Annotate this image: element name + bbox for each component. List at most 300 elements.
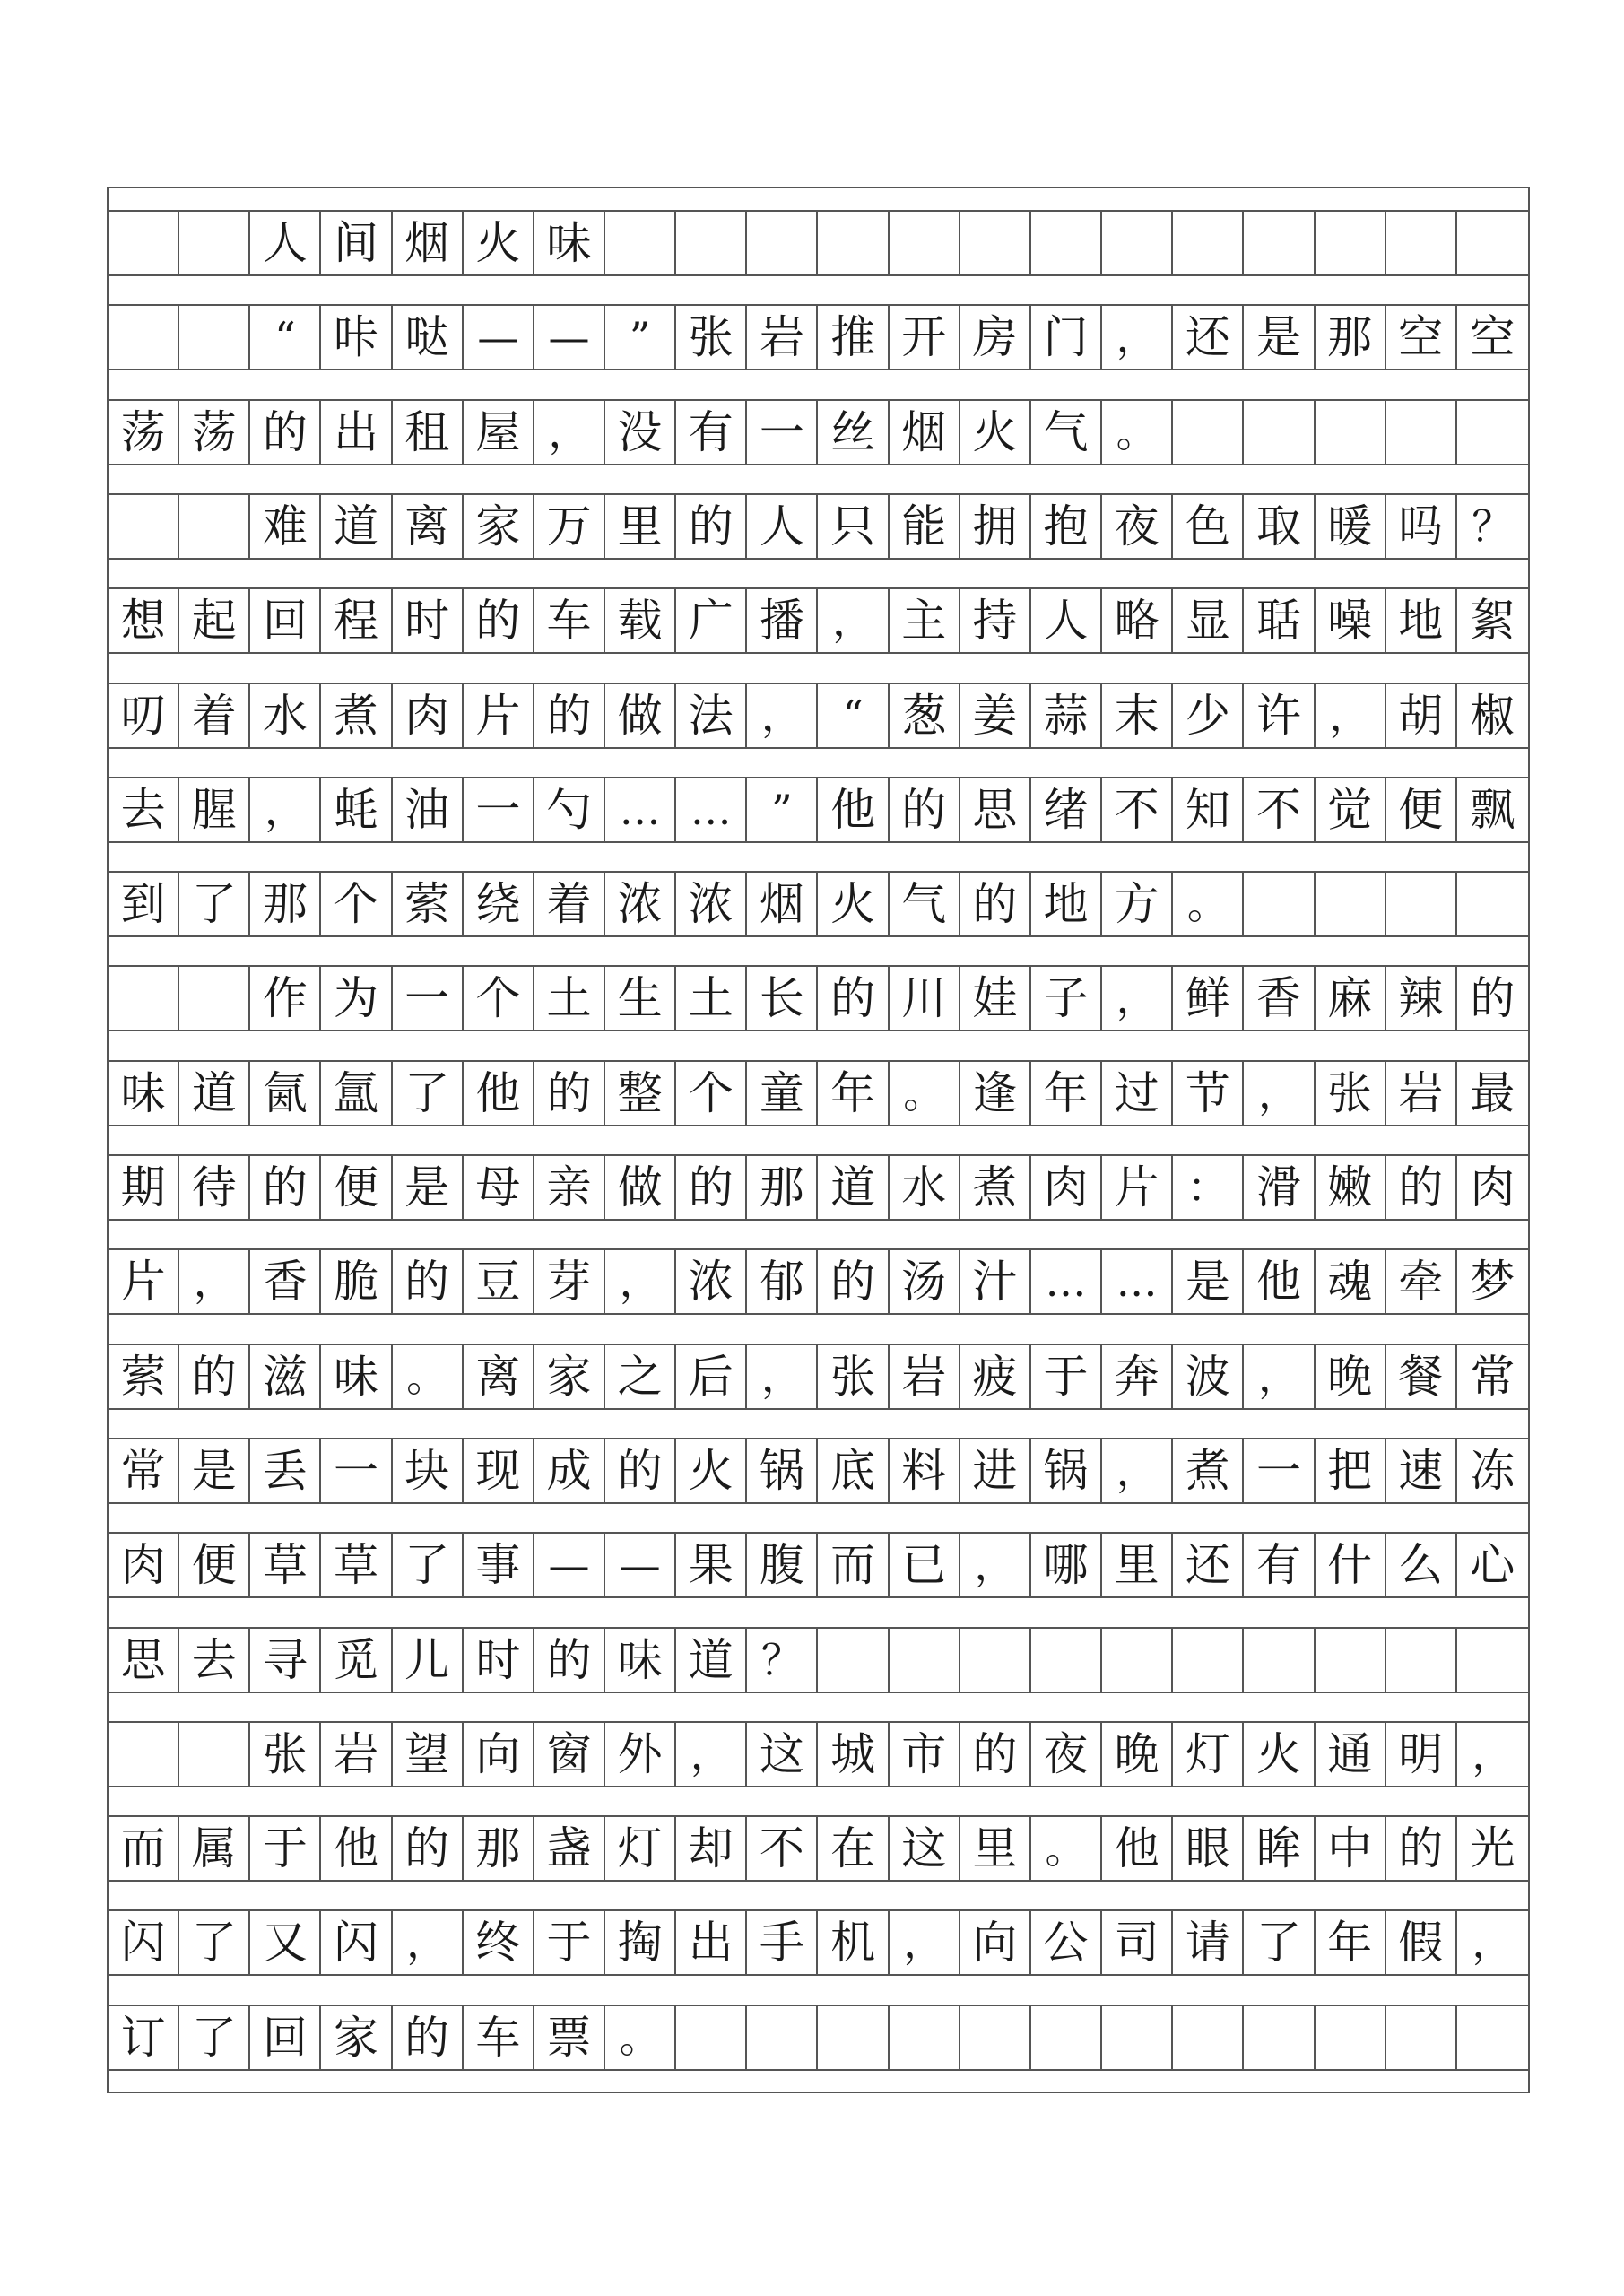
grid-cell: ，	[179, 1250, 250, 1313]
grid-cell: 葱	[890, 684, 960, 747]
grid-cell: 少	[1173, 684, 1244, 747]
grid-cell: 进	[960, 1439, 1031, 1502]
grid-cell: 哒	[393, 306, 464, 369]
grid-cell: 腥	[179, 778, 250, 841]
grid-row	[109, 1627, 1528, 1693]
grid-cell: 童	[747, 1062, 818, 1125]
grid-cell: 人	[250, 212, 321, 274]
grid-cell: 一	[393, 967, 464, 1030]
grid-cell: ，	[819, 589, 890, 652]
grid-row	[109, 683, 1528, 749]
grid-cell	[819, 1629, 890, 1692]
grid-cell: 土	[676, 967, 747, 1030]
grid-cell: 了	[179, 1911, 250, 1974]
grid-cell: 闪	[321, 1911, 392, 1974]
grid-cell: 市	[890, 1723, 960, 1786]
grid-cell: 难	[250, 495, 321, 558]
grid-cell: 儿	[393, 1629, 464, 1692]
grid-cell: ，	[890, 1911, 960, 1974]
grid-cell: 什	[1316, 1534, 1386, 1596]
grid-cell	[179, 1723, 250, 1786]
grid-cell	[1244, 212, 1315, 274]
grid-cell: 。	[605, 2006, 676, 2069]
grid-cell	[1173, 1629, 1244, 1692]
grid-cell: ，	[1102, 306, 1173, 369]
grid-cell: 通	[1316, 1723, 1386, 1786]
grid-cell: 萦	[393, 873, 464, 935]
grid-cell: 冻	[1470, 1444, 1515, 1497]
grid-cell: 家	[534, 1345, 605, 1408]
grid-cell: 现	[464, 1439, 534, 1502]
grid-cell: 开	[890, 306, 960, 369]
grid-cell: 咔	[321, 306, 392, 369]
grid-cell: 他	[321, 1817, 392, 1880]
grid-cell: 是	[1173, 1250, 1244, 1313]
grid-cell: 手	[747, 1911, 818, 1974]
grid-cell: …	[676, 778, 747, 841]
grid-cell: 吗	[1386, 495, 1457, 558]
grid-cell: 的	[1386, 1156, 1457, 1219]
grid-cell: 道	[321, 495, 392, 558]
grid-cell: 了	[179, 2006, 250, 2069]
grid-cell: 能	[890, 495, 960, 558]
grid-cell: 个	[321, 873, 392, 935]
grid-cell: 播	[747, 589, 818, 652]
grid-cell: 的	[1386, 1817, 1457, 1880]
grid-cell: ，	[747, 1345, 818, 1408]
grid-cell: —	[464, 306, 534, 369]
grid-cell: 娃	[960, 967, 1031, 1030]
grid-cell: 嫩	[1316, 1156, 1386, 1219]
grid-cell	[1173, 212, 1244, 274]
grid-row	[109, 1815, 1528, 1882]
grid-cell: 锅	[747, 1439, 818, 1502]
grid-cell: 的	[819, 967, 890, 1030]
grid-cell: ，	[747, 684, 818, 747]
grid-cell: ，	[676, 1723, 747, 1786]
grid-cell: 。	[393, 1345, 464, 1408]
grid-cell: 料	[890, 1439, 960, 1502]
grid-cell: 夜	[1031, 1723, 1102, 1786]
grid-cell: …	[1031, 1250, 1102, 1313]
grid-cell: 那	[250, 873, 321, 935]
grid-cell: 掏	[605, 1911, 676, 1974]
grid-cell: 着	[179, 684, 250, 747]
grid-cell: 萦	[109, 1345, 179, 1408]
grid-cell: 司	[1102, 1911, 1173, 1974]
grid-cell	[960, 212, 1031, 274]
grid-cell: 火	[960, 401, 1031, 464]
grid-cell: 麻	[1316, 967, 1386, 1030]
grid-cell: 寻	[250, 1629, 321, 1692]
grid-cell: 只	[819, 495, 890, 558]
grid-cell	[1244, 873, 1315, 935]
grid-cell: 滑	[1244, 1156, 1315, 1219]
grid-cell: 的	[393, 1817, 464, 1880]
grid-cell: 略	[1102, 589, 1173, 652]
grid-cell: 草	[250, 1534, 321, 1596]
grid-row	[109, 965, 1528, 1031]
grid-cell: 出	[676, 1911, 747, 1974]
grid-cell: 出	[321, 401, 392, 464]
grid-cell: 间	[321, 212, 392, 274]
grid-cell	[1244, 2006, 1315, 2069]
grid-cell: 于	[250, 1817, 321, 1880]
grid-cell: 絮	[1470, 595, 1515, 648]
grid-cell: 火	[676, 1439, 747, 1502]
grid-cell: 去	[179, 1629, 250, 1692]
grid-cell: 期	[109, 1156, 179, 1219]
grid-cell: 那	[464, 1817, 534, 1880]
grid-cell: 于	[534, 1911, 605, 1974]
grid-cell: 他	[819, 778, 890, 841]
grid-cell	[179, 967, 250, 1030]
grid-cell	[1386, 401, 1457, 464]
grid-cell: 岩	[1386, 1062, 1457, 1125]
grid-cell: 那	[1316, 306, 1386, 369]
grid-cell: 丝	[819, 401, 890, 464]
grid-cell: 租	[393, 401, 464, 464]
grid-cell: 还	[1173, 1534, 1244, 1596]
grid-cell: 的	[1470, 972, 1515, 1025]
grid-row	[109, 1532, 1528, 1598]
grid-cell: 有	[676, 401, 747, 464]
grid-cell: 道	[179, 1062, 250, 1125]
grid-row	[109, 1154, 1528, 1221]
grid-row	[109, 587, 1528, 654]
grid-cell: ”	[747, 778, 818, 841]
grid-cell: 果	[676, 1534, 747, 1596]
grid-cell: 于	[1031, 1345, 1102, 1408]
grid-cell: 思	[109, 1629, 179, 1692]
grid-cell: 的	[534, 1062, 605, 1125]
grid-cell: 这	[747, 1723, 818, 1786]
grid-cell: 里	[605, 495, 676, 558]
grid-cell: 的	[393, 1250, 464, 1313]
grid-cell: 事	[464, 1534, 534, 1596]
grid-cell	[109, 967, 179, 1030]
grid-cell: 草	[321, 1534, 392, 1596]
grid-cell: 望	[393, 1723, 464, 1786]
grid-cell: 一	[1244, 1439, 1315, 1502]
grid-cell: 屋	[464, 401, 534, 464]
grid-cell: 灯	[1173, 1723, 1244, 1786]
grid-cell: 的	[464, 589, 534, 652]
grid-cell: ，	[1472, 1918, 1514, 1968]
grid-cell: 张	[250, 1723, 321, 1786]
grid-cell: 蒜	[1031, 684, 1102, 747]
grid-cell: 离	[464, 1345, 534, 1408]
grid-cell: ，	[1102, 1439, 1173, 1502]
grid-cell: 的	[250, 1156, 321, 1219]
grid-cell: —	[605, 1534, 676, 1596]
grid-cell: 取	[1244, 495, 1315, 558]
grid-cell: 。	[1102, 401, 1173, 464]
grid-cell: 哪	[1031, 1534, 1102, 1596]
grid-cell: 片	[109, 1250, 179, 1313]
grid-cell: 又	[250, 1911, 321, 1974]
grid-cell: ：	[1173, 1156, 1244, 1219]
grid-cell: 车	[464, 2006, 534, 2069]
grid-cell: 底	[819, 1439, 890, 1502]
grid-cell	[960, 1629, 1031, 1692]
grid-cell: 噪	[1316, 589, 1386, 652]
grid-cell: 把	[1316, 1439, 1386, 1502]
grid-cell: 鲜	[1173, 967, 1244, 1030]
grid-cell	[1316, 1629, 1386, 1692]
grid-cell	[819, 2006, 890, 2069]
grid-cell: 岩	[890, 1345, 960, 1408]
grid-cell	[1386, 2006, 1457, 2069]
grid-cell: 年	[1316, 1911, 1386, 1974]
grid-cell: 烟	[393, 212, 464, 274]
grid-cell: 心	[1470, 1539, 1515, 1592]
grid-cell: 想	[109, 589, 179, 652]
grid-cell: 勺	[534, 778, 605, 841]
grid-cell: 时	[393, 589, 464, 652]
grid-cell: 票	[534, 2006, 605, 2069]
grid-cell	[1102, 2006, 1173, 2069]
grid-cell: 的	[393, 2006, 464, 2069]
grid-cell	[605, 212, 676, 274]
grid-cell: 盏	[534, 1817, 605, 1880]
grid-cell: 味	[109, 1062, 179, 1125]
grid-cell: 火	[464, 212, 534, 274]
grid-cell: 人	[1031, 589, 1102, 652]
grid-cell: ，	[1316, 684, 1386, 747]
grid-cell: 显	[1173, 589, 1244, 652]
grid-cell: 过	[1102, 1062, 1173, 1125]
grid-cell: “	[819, 684, 890, 747]
grid-cell: 汤	[890, 1250, 960, 1313]
grid-cell	[1386, 873, 1457, 935]
grid-cell: 肉	[393, 684, 464, 747]
grid-cell: 他	[1244, 1250, 1315, 1313]
grid-row	[109, 777, 1528, 843]
grid-cell: 辣	[1386, 967, 1457, 1030]
grid-cell	[109, 212, 179, 274]
grid-cell: 做	[605, 684, 676, 747]
grid-cell: 餐	[1386, 1345, 1457, 1408]
grid-cell: 川	[890, 967, 960, 1030]
grid-row	[109, 493, 1528, 560]
grid-cell: 的	[960, 1723, 1031, 1786]
grid-cell: 了	[179, 873, 250, 935]
grid-cell: 油	[393, 778, 464, 841]
grid-cell: 便	[1386, 778, 1457, 841]
grid-cell: 眼	[1173, 1817, 1244, 1880]
grid-cell: 闪	[109, 1911, 179, 1974]
grid-cell: 晚	[1102, 1723, 1173, 1786]
grid-cell: 主	[890, 589, 960, 652]
grid-cell: 的	[605, 1439, 676, 1502]
grid-cell: ？	[1472, 501, 1514, 551]
grid-cell: 的	[534, 1629, 605, 1692]
grid-cell: 的	[534, 684, 605, 747]
grid-cell: 眸	[1244, 1817, 1315, 1880]
grid-cell: 方	[1102, 873, 1173, 935]
grid-cell: 姜	[960, 684, 1031, 747]
grid-cell: 了	[1244, 1911, 1315, 1974]
grid-cell: 波	[1173, 1345, 1244, 1408]
grid-cell: 着	[534, 873, 605, 935]
grid-cell: 去	[109, 778, 179, 841]
grid-cell: ，	[1472, 1729, 1514, 1779]
grid-cell	[1102, 1629, 1173, 1692]
grid-cell: …	[1102, 1250, 1173, 1313]
grid-cell: 觅	[321, 1629, 392, 1692]
grid-cell: 烟	[747, 873, 818, 935]
grid-cell: 道	[819, 1156, 890, 1219]
grid-cell: 暖	[1316, 495, 1386, 558]
grid-cell: 氤	[250, 1062, 321, 1125]
grid-cell: 节	[1173, 1062, 1244, 1125]
grid-cell: 块	[393, 1439, 464, 1502]
grid-cell	[819, 212, 890, 274]
grid-cell	[1386, 1629, 1457, 1692]
grid-cell	[109, 306, 179, 369]
grid-cell: 夜	[1102, 495, 1173, 558]
grid-cell: 公	[1031, 1911, 1102, 1974]
grid-row	[109, 210, 1528, 276]
grid-cell	[1457, 873, 1528, 935]
grid-cell: 岩	[321, 1723, 392, 1786]
grid-cell	[1457, 401, 1528, 464]
grid-cell: 不	[747, 1817, 818, 1880]
grid-cell: 为	[321, 967, 392, 1030]
grid-cell: 拥	[960, 495, 1031, 558]
grid-cell: 还	[1173, 306, 1244, 369]
grid-cell: 。	[1031, 1817, 1102, 1880]
grid-cell: 常	[1470, 1350, 1515, 1403]
grid-row	[109, 1721, 1528, 1787]
grid-cell: 个	[676, 1062, 747, 1125]
grid-cell: 气	[890, 873, 960, 935]
grid-cell: 是	[1244, 306, 1315, 369]
grid-cell: 离	[393, 495, 464, 558]
grid-cell: 法	[676, 684, 747, 747]
grid-cell	[1457, 212, 1528, 274]
grid-row	[109, 304, 1528, 370]
grid-cell: 子	[1031, 967, 1102, 1030]
grid-cell	[890, 2006, 960, 2069]
grid-cell: 奔	[1102, 1345, 1173, 1408]
grid-cell: 门	[1031, 306, 1102, 369]
grid-cell: ”	[605, 306, 676, 369]
grid-cell: 水	[890, 1156, 960, 1219]
grid-cell: 那	[747, 1156, 818, 1219]
grid-cell: 起	[179, 589, 250, 652]
grid-cell: 而	[819, 1534, 890, 1596]
grid-cell: 是	[179, 1439, 250, 1502]
grid-cell	[747, 2006, 818, 2069]
grid-cell: 浓	[676, 1250, 747, 1313]
grid-cell	[676, 2006, 747, 2069]
grid-cell: 机	[819, 1911, 890, 1974]
grid-cell: 晚	[1316, 1345, 1386, 1408]
grid-cell: 窗	[534, 1723, 605, 1786]
grid-cell	[890, 1629, 960, 1692]
grid-cell	[960, 2006, 1031, 2069]
grid-cell: 锅	[1031, 1439, 1102, 1502]
grid-cell	[1102, 212, 1173, 274]
grid-cell: 车	[534, 589, 605, 652]
grid-cell: 之	[605, 1345, 676, 1408]
grid-cell: 他	[1102, 1817, 1173, 1880]
grid-cell: 张	[819, 1345, 890, 1408]
grid-cell: 绕	[464, 873, 534, 935]
grid-cell	[109, 1723, 179, 1786]
grid-cell: 明	[1386, 1723, 1457, 1786]
grid-cell: 一	[321, 1439, 392, 1502]
grid-cell	[1316, 401, 1386, 464]
grid-cell: 绪	[1031, 778, 1102, 841]
grid-cell: 逢	[960, 1062, 1031, 1125]
grid-cell: 有	[1244, 1534, 1315, 1596]
grid-cell: 张	[1316, 1062, 1386, 1125]
grid-cell: 浓	[605, 873, 676, 935]
grid-cell: 人	[747, 495, 818, 558]
grid-cell	[1316, 873, 1386, 935]
grid-cell: 氲	[321, 1062, 392, 1125]
grid-cell: 道	[676, 1629, 747, 1692]
grid-row	[109, 399, 1528, 465]
grid-cell	[179, 212, 250, 274]
grid-cell	[179, 306, 250, 369]
grid-cell: 的	[179, 1345, 250, 1408]
grid-row	[109, 1344, 1528, 1410]
grid-cell: 飘	[1470, 783, 1515, 836]
grid-cell: ，	[393, 1911, 464, 1974]
grid-cell: 终	[464, 1911, 534, 1974]
grid-cell: 肉	[109, 1534, 179, 1596]
grid-cell: 的	[676, 1156, 747, 1219]
grid-cell: 叨	[109, 684, 179, 747]
grid-cell: 煮	[1173, 1439, 1244, 1502]
grid-cell: ，	[1244, 1345, 1315, 1408]
grid-cell: 程	[321, 589, 392, 652]
grid-cell: 向	[960, 1911, 1031, 1974]
grid-cell: 灯	[605, 1817, 676, 1880]
grid-cell: 城	[819, 1723, 890, 1786]
grid-cell: 生	[605, 967, 676, 1030]
grid-cell: 是	[393, 1156, 464, 1219]
grid-cell	[1316, 2006, 1386, 2069]
grid-cell: 味	[534, 212, 605, 274]
grid-cell	[1457, 2006, 1528, 2069]
grid-cell: 。	[1173, 873, 1244, 935]
grid-cell: 里	[1102, 1534, 1173, 1596]
grid-cell: 一	[747, 401, 818, 464]
grid-cell: 到	[109, 873, 179, 935]
grid-cell: 回	[250, 589, 321, 652]
grid-cell: 煮	[960, 1156, 1031, 1219]
grid-cell: 色	[1173, 495, 1244, 558]
grid-cell: 张	[676, 306, 747, 369]
grid-cell: 味	[605, 1629, 676, 1692]
grid-cell: 母	[464, 1156, 534, 1219]
grid-cell	[1244, 1629, 1315, 1692]
grid-cell	[676, 212, 747, 274]
grid-cell: 肉	[1470, 1161, 1515, 1213]
grid-cell: 他	[464, 1062, 534, 1125]
grid-cell: 最	[1470, 1066, 1515, 1119]
grid-cell: 年	[1031, 1062, 1102, 1125]
grid-cell: 知	[1173, 778, 1244, 841]
grid-cell	[179, 495, 250, 558]
grid-cell: 腹	[747, 1534, 818, 1596]
grid-cell: 待	[179, 1156, 250, 1219]
